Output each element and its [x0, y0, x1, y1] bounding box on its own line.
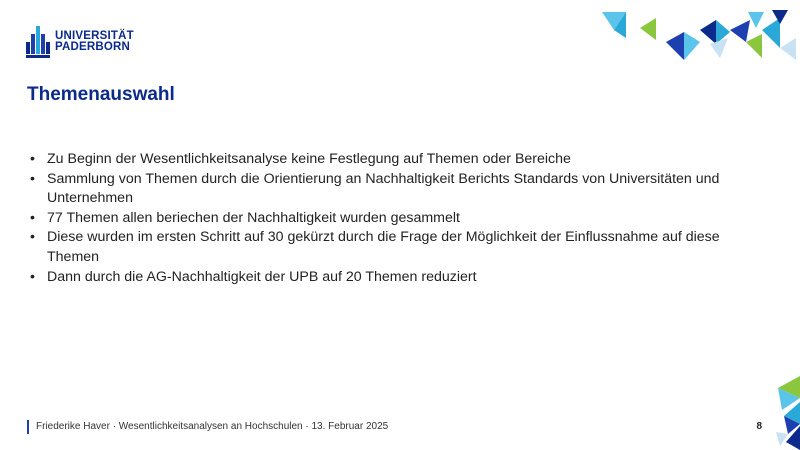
bullet-item: • Zu Beginn der Wesentlichkeitsanalyse keine Festlegung auf Themen oder Bereiche: [30, 150, 770, 170]
bullet-list: [30, 150, 770, 287]
logo-wordmark: [55, 31, 134, 53]
bottom-right-decoration: [764, 376, 800, 450]
page-number: 8: [756, 421, 762, 432]
bullet-item: • Diese wurden im ersten Schritt auf 30 gekürzt durch die Frage der Möglichkeit der Einflussnahme auf diese Themen: [30, 228, 770, 267]
university-logo: [26, 26, 134, 58]
bullet-item: • Sammlung von Themen durch die Orientierung an Nachhaltigkeit Berichts Standards von Universitäten und Unternehmen: [30, 170, 770, 209]
logo-line-2: PADERBORN: [55, 41, 131, 53]
bullet-item: • Dann durch die AG-Nachhaltigkeit der UPB auf 20 Themen reduziert: [30, 268, 770, 288]
bullet-item: • 77 Themen allen beriechen der Nachhaltigkeit wurden gesammelt: [30, 209, 770, 229]
top-right-decoration: [600, 8, 800, 66]
university-logo-icon: [26, 26, 50, 58]
footer-text: Friederike Haver · Wesentlichkeitsanalysen an Hochschulen · 13. Februar 2025: [27, 420, 388, 434]
logo-line-1: UNIVERSITÄT: [55, 30, 134, 42]
slide-title: Themenauswahl: [27, 84, 175, 105]
